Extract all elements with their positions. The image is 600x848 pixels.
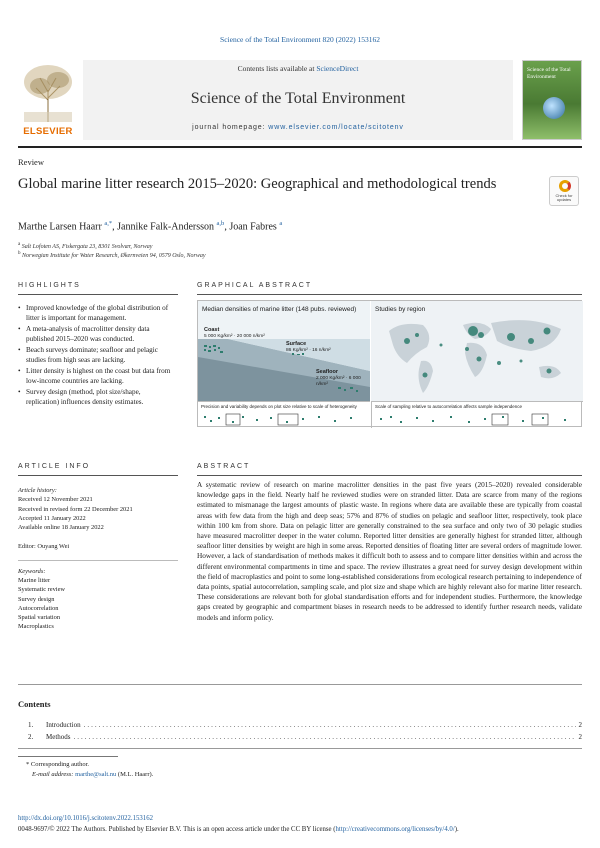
abstract-text: A systematic review of research on marine macrolitter densities in the past five years (2015–2020) revealed considerable knowledge gaps in the field. Nearly half he reviewed studies were on stranded litter. Data are scarce from many of the regions estimated to mismanage the largest amounts of plastic waste. In regions where data are available these are typically from coastal areas with few data from the high and deep seas; 57% and 87% of studies on pelagic and seafloor litter, respectively, took place within 100 km from shore. Data on pelagic litter are generally constrained to the sea surface and only two of 30 pelagic studies have measured macrolitter deeper in the water column. Reported litter densities are generally highest for stranded litter, although seafloor litter densities by weight are high in some areas. Reported densities of floating litter are several orders of magnitude lower. However, a lack of standardisation of methods makes it difficult both to assess and to compare litter densities within and across the different environmental compartments in time and space. The review illustrates a great need for survey design development within the field of macroplastics and point to some long-established considerations from ecological research pertaining to independence of data points, spatial autocorrelation, sampling scale, and plot size and shape which are highly relevant also for marine litter research. These considerations are relevant both for global standardisation efforts and for independent studies. Furthermore, the knowledge gaps created by geographic and compartment biases in research needs to be addressed to identify further research needs, validate models and inform policy. [197, 480, 582, 622]
highlight-item: • Litter density is highest on the coast but data from low-income countries are lacking. [18, 366, 173, 387]
affiliation [18, 251, 206, 259]
coast-label [204, 327, 265, 340]
toc-page: 2 [578, 721, 582, 729]
ga-right-title: Studies by region [375, 306, 426, 313]
journal-title: Science of the Total Environment [190, 90, 406, 107]
author-name[interactable]: Jannike Falk-Andersson [117, 221, 215, 233]
autocorrelation-caption: Scale of sampling relative to autocorrelation affects sample independence [375, 404, 523, 409]
journal-homepage-link[interactable]: www.elsevier.com/locate/scitotenv [268, 124, 404, 131]
surface-label-text: Surface [286, 341, 307, 347]
highlights-heading: HIGHLIGHTS [18, 282, 81, 289]
highlight-item: • Beach surveys dominate; seafloor and pelagic studies from high seas are lacking. [18, 345, 173, 366]
highlight-item: • Survey design (method, plot size/shape, replication) influences density estimates. [18, 387, 173, 408]
ga-left-title: Median densities of marine litter (148 pubs. reviewed) [202, 306, 357, 313]
editor: Editor: Ouyang Wei [18, 543, 70, 551]
keyword: Systematic review [18, 586, 66, 594]
keywords-label: Keywords: [18, 567, 46, 575]
journal-banner [18, 60, 582, 142]
abstract-rule [197, 475, 582, 476]
author-affiliation-mark[interactable]: a,* [104, 220, 113, 227]
affiliation-mark: b [18, 251, 21, 256]
coast-label-text: Coast [204, 327, 220, 333]
article-title: Global marine litter research 2015–2020: Geographical and methodological trends [18, 176, 497, 192]
email-link[interactable]: marthe@salt.nu [75, 771, 117, 778]
article-info-rule [18, 475, 178, 476]
author-affiliation-mark[interactable]: a,b [216, 220, 225, 227]
footnote-rule [18, 756, 118, 757]
toc-leader [74, 733, 576, 741]
cover-title: Science of the Total Environment [527, 67, 571, 80]
homepage-prefix: journal homepage: [192, 124, 269, 131]
keyword: Marine litter [18, 576, 51, 584]
journal-cover-image[interactable] [522, 60, 582, 140]
contents-heading: Contents [18, 699, 51, 709]
surface-values: 86 Kg/km² · 16 n/km² [286, 347, 331, 353]
plot-size-panel [198, 401, 370, 428]
autocorrelation-panel [371, 401, 583, 428]
autocorrelation-illustration [372, 412, 584, 428]
license-line [18, 826, 459, 833]
affiliation-text: Salt Lofoten AS, Fiskergata 23, 8301 Svolvær, Norway [21, 244, 153, 250]
highlight-item: • A meta-analysis of macrolitter density data published 2015–2020 was conducted. [18, 324, 173, 345]
highlights-list [18, 303, 173, 407]
keyword: Autocorrelation [18, 604, 59, 612]
license-link[interactable]: http://creativecommons.org/licenses/by/4.0/ [335, 826, 455, 833]
contents-bottom-rule [18, 748, 582, 749]
article-type: Review [18, 157, 44, 167]
toc-number: 2. [28, 733, 34, 741]
history-label: Article history: [18, 487, 57, 494]
accepted-date: Accepted 11 January 2022 [18, 514, 86, 522]
author-name[interactable]: Joan Fabres [229, 221, 277, 233]
plot-size-illustration [198, 412, 370, 428]
keyword: Spatial variation [18, 614, 61, 622]
keyword: Macroplastics [18, 623, 54, 631]
author-name[interactable]: Marthe Larsen Haarr [18, 221, 102, 233]
graphical-abstract-rule [197, 294, 582, 295]
globe-icon [543, 97, 565, 119]
online-date: Available online 18 January 2022 [18, 524, 104, 532]
doi-link[interactable]: http://dx.doi.org/10.1016/j.scitotenv.2022.153162 [18, 815, 153, 822]
elsevier-logo[interactable] [18, 60, 78, 140]
author-list: Marthe Larsen Haarr $^{a,*}$, Jannike Falk-Andersson $^{a,b}$, Joan Fabres $^a$ [18, 220, 283, 233]
email-suffix: (M.L. Haarr). [116, 771, 154, 778]
toc-page: 2 [578, 733, 582, 741]
check-for-updates-badge[interactable] [549, 176, 579, 206]
revised-date: Received in revised form 22 December 2021 [18, 505, 133, 513]
license-prefix: 0048-9697/© 2022 The Authors. Published by Elsevier B.V. This is an open access article under the CC BY license ( [18, 826, 336, 833]
toc-title[interactable]: Introduction [46, 721, 81, 729]
seafloor-label-text: Seafloor [316, 369, 339, 375]
toc-entry[interactable] [28, 733, 582, 741]
email-note [32, 771, 153, 778]
graphical-abstract-figure[interactable] [197, 300, 582, 427]
contents-prefix: Contents lists available at [237, 64, 317, 73]
author-affiliation-mark[interactable]: a [279, 220, 283, 227]
contents-available-line [83, 64, 513, 73]
received-date: Received 12 November 2021 [18, 496, 93, 504]
elsevier-wordmark: ELSEVIER [23, 126, 73, 137]
graphical-abstract-heading: GRAPHICAL ABSTRACT [197, 282, 313, 289]
sciencedirect-link[interactable]: ScienceDirect [316, 64, 359, 73]
email-label: E-mail address: [32, 771, 76, 778]
keywords-rule [18, 560, 178, 561]
affiliation-mark: a [18, 242, 21, 247]
contents-top-rule [18, 684, 582, 685]
highlights-rule [18, 294, 178, 295]
seafloor-values: 2 000 Kg/km² · 6 000 n/km² [316, 375, 361, 387]
toc-title[interactable]: Methods [46, 733, 71, 741]
check-updates-label: Check for updates [555, 193, 573, 203]
highlight-item: • Improved knowledge of the global distribution of litter is important for management. [18, 303, 173, 324]
studies-by-region-panel [371, 301, 583, 401]
elsevier-tree-icon [18, 60, 78, 124]
abstract-heading: ABSTRACT [197, 463, 251, 470]
surface-label [286, 341, 331, 354]
affiliation [18, 242, 152, 250]
check-updates-icon [559, 180, 571, 192]
plot-size-caption: Precision and variability depends on plot size relative to scale of heterogeneity [201, 404, 357, 409]
toc-leader [84, 721, 576, 729]
litter-density-panel [198, 301, 370, 401]
article-info [18, 486, 178, 632]
header-rule [18, 146, 582, 148]
license-suffix: ). [454, 826, 459, 833]
journal-citation-line[interactable]: Science of the Total Environment 820 (2022) 153162 [220, 35, 380, 44]
journal-homepage-line [83, 124, 513, 131]
corresponding-author-note: * Corresponding author. [26, 761, 90, 768]
affiliation-text: Norwegian Institute for Water Research, Økernveien 94, 0579 Oslo, Norway [22, 253, 206, 259]
keyword: Survey design [18, 595, 55, 603]
world-map-illustration [371, 301, 583, 401]
journal-banner-center [83, 60, 513, 140]
toc-number: 1. [28, 721, 34, 729]
coast-values: 5 000 Kg/km² · 20 000 n/km² [204, 333, 265, 339]
toc-entry[interactable] [28, 721, 582, 729]
article-info-heading: ARTICLE INFO [18, 463, 91, 470]
seafloor-label [316, 369, 370, 387]
